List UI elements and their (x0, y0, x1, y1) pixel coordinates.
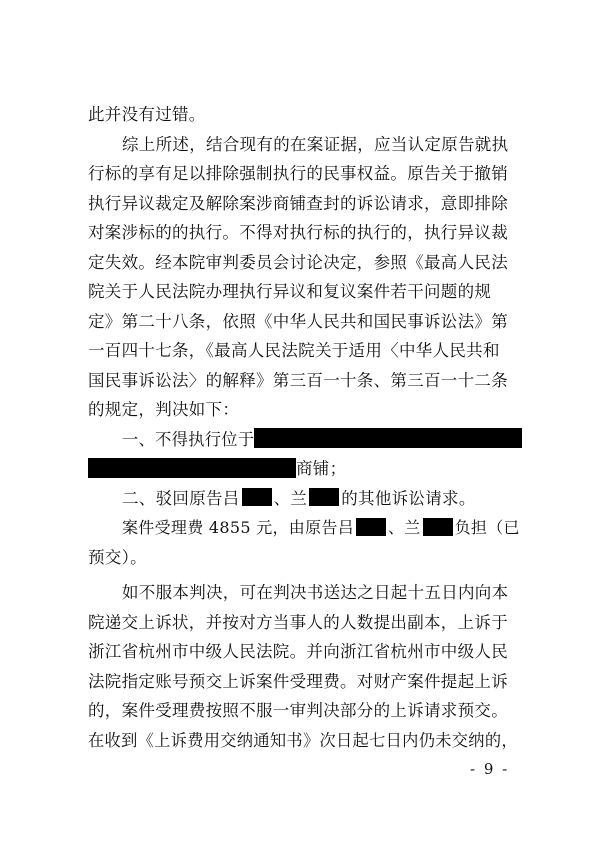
ruling-1-suffix: 商铺； (296, 459, 347, 478)
text-line: 定失效。经本院审判委员会讨论决定，参照《最高人民法 (88, 252, 508, 272)
ruling-2-suffix: 的其他诉讼请求。 (341, 488, 476, 508)
text-line: 的规定，判决如下： (88, 400, 240, 419)
text-line: 国民事诉讼法〉的解释》第三百一十条、第三百一十二条 (88, 370, 508, 390)
redaction-block (356, 518, 386, 536)
text-line: 浙江省杭州市中级人民法院。并向浙江省杭州市中级人民 (88, 642, 508, 661)
text-line: 如不服本判决，可在判决书送达之日起十五日内向本 (122, 583, 509, 602)
fee-line (88, 513, 518, 543)
page-number: - 9 - (470, 760, 510, 778)
redaction-block (242, 488, 272, 506)
text-line: 院递交上诉状，并按对方当事人的人数提出副本，上诉于 (88, 612, 508, 632)
fee-prefix: 案件受理费 4855 元，由原告吕 (122, 518, 354, 537)
redaction-block (88, 458, 296, 478)
text-line: 综上所述，结合现有的在案证据，应当认定原告就执 (122, 134, 509, 154)
ruling-item-1-continued (88, 454, 518, 484)
fee-suffix: 负担（已 (454, 518, 520, 537)
redaction-block (254, 428, 522, 448)
redaction-block (309, 488, 339, 506)
text-line: 对案涉标的的执行。不得对执行标的执行的，执行异议裁 (88, 223, 508, 242)
text-line: 行标的享有足以排除强制执行的民事权益。原告关于撤销 (88, 164, 508, 183)
judgment-body (88, 100, 518, 755)
text-line: 此并没有过错。 (88, 105, 206, 124)
text-line: 在收到《上诉费用交纳通知书》次日起七日内仍未交纳的， (88, 730, 518, 750)
ruling-1-prefix: 一、不得执行位于 (122, 429, 255, 449)
text-line: 的，案件受理费按照不服一审判决部分的上诉请求预交。 (88, 701, 508, 720)
fee-line-continued: 预交）。 (88, 547, 147, 567)
text-line: 一百四十七条，《最高人民法院关于适用〈中华人民共和 (88, 341, 500, 360)
text-line: 执行异议裁定及解除案涉商铺查封的诉讼请求，意即排除 (88, 193, 508, 213)
redaction-block (423, 518, 453, 536)
fee-separator: 、兰 (388, 518, 421, 537)
ruling-item-1 (88, 425, 518, 455)
text-line: 院关于人民法院办理执行异议和复议案件若干问题的规 (88, 282, 492, 301)
ruling-2-prefix: 二、驳回原告吕 (122, 488, 240, 508)
ruling-item-2 (88, 484, 518, 514)
text-line: 定》第二十八条，依照《中华人民共和国民事诉讼法》第 (88, 311, 508, 331)
ruling-2-separator: 、兰 (273, 488, 308, 508)
text-line: 法院指定账号预交上诉案件受理费。对财产案件提起上诉 (88, 671, 508, 691)
